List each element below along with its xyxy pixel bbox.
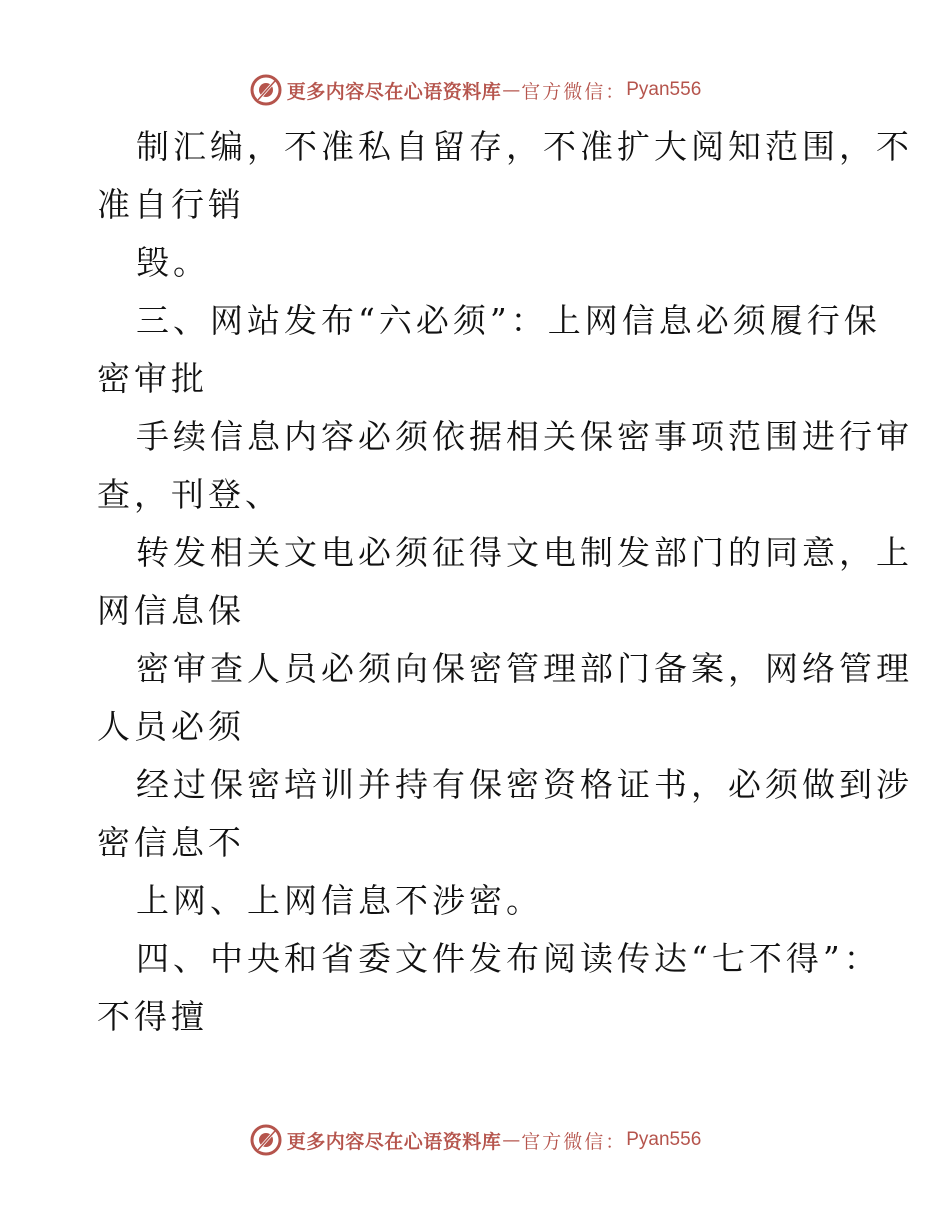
body-line: 毁。 [136, 243, 210, 282]
header-banner [0, 70, 950, 110]
footer-dash: — [502, 1129, 521, 1151]
header-brand-text: 更多内容尽在心语资料库 [286, 80, 502, 103]
body-line: 网信息保 [97, 591, 245, 630]
footer-wechat-id: Pyan556 [626, 1129, 702, 1150]
brand-logo-icon [249, 73, 283, 107]
body-line: 经过保密培训并持有保密资格证书，必须做到涉 [136, 765, 913, 804]
body-line: 转发相关文电必须征得文电制发部门的同意，上 [136, 533, 913, 572]
body-line: 人员必须 [97, 707, 245, 746]
body-line: 准自行销 [97, 185, 245, 224]
footer-banner [0, 1120, 950, 1160]
header-official-label: 官方微信： [521, 80, 627, 103]
body-line: 四、中央和省委文件发布阅读传达“七不得”： [136, 939, 881, 978]
body-line: 不得擅 [97, 997, 208, 1036]
header-wechat-id: Pyan556 [626, 79, 702, 100]
footer-brand-text: 更多内容尽在心语资料库 [286, 1130, 502, 1153]
body-line: 密审批 [97, 359, 208, 398]
body-line: 手续信息内容必须依据相关保密事项范围进行审 [136, 417, 913, 456]
footer-official-label: 官方微信： [521, 1130, 627, 1153]
document-body [97, 118, 913, 1046]
body-line: 密信息不 [97, 823, 245, 862]
body-line: 三、网站发布“六必须”：上网信息必须履行保 [136, 301, 881, 340]
body-line: 制汇编，不准私自留存，不准扩大阅知范围，不 [136, 127, 913, 166]
body-line: 查，刊登、 [97, 475, 282, 514]
body-line: 密审查人员必须向保密管理部门备案，网络管理 [136, 649, 913, 688]
header-dash: — [502, 79, 521, 101]
body-line: 上网、上网信息不涉密。 [136, 881, 543, 920]
brand-logo-icon [249, 1123, 283, 1157]
